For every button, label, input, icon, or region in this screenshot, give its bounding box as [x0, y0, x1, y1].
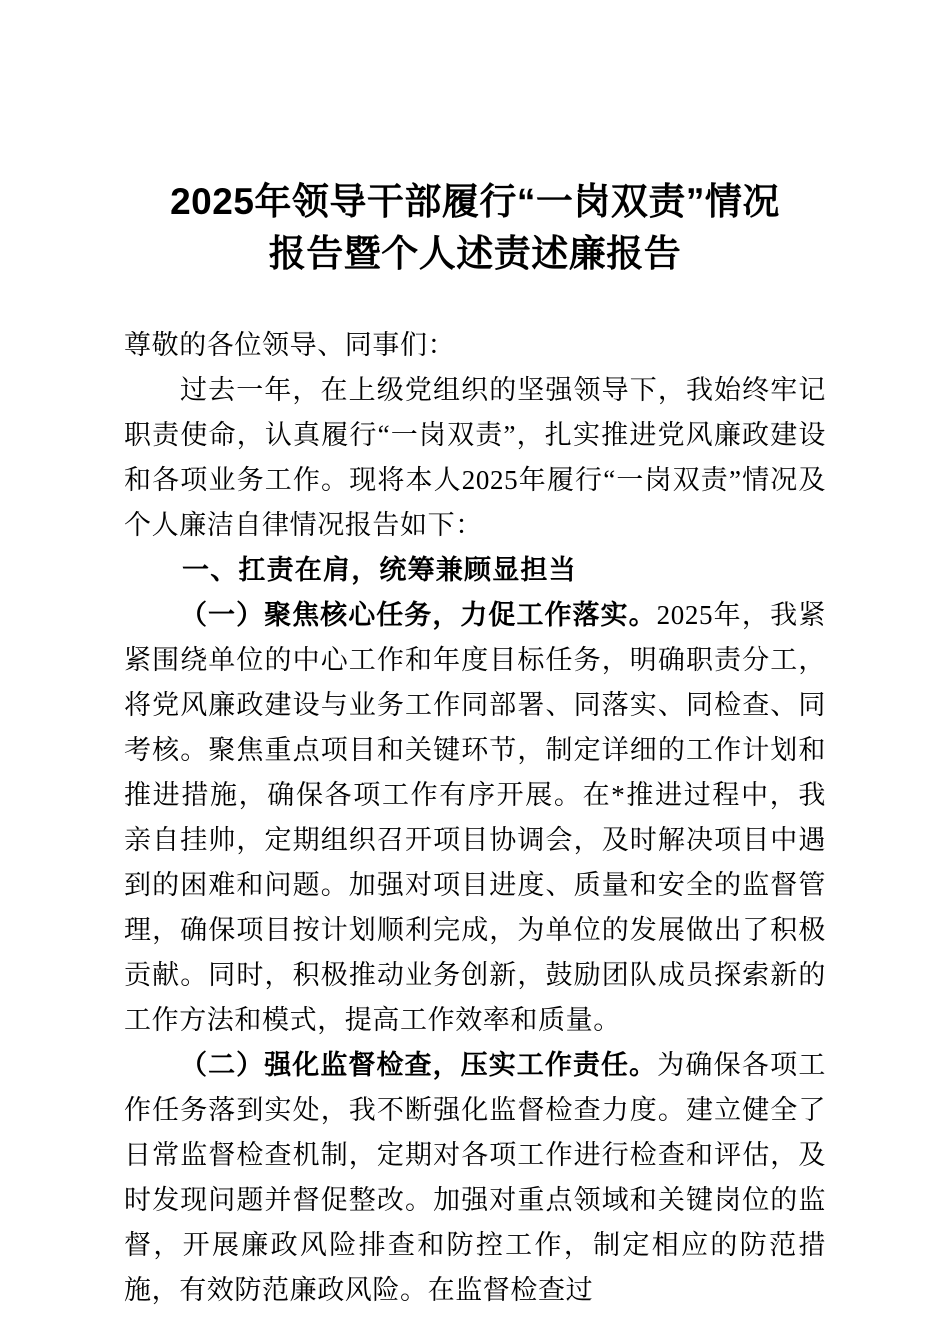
- subsection-2-paragraph: [124, 1043, 826, 1313]
- intro-paragraph: 过去一年，在上级党组织的坚强领导下，我始终牢记职责使命，认真履行“一岗双责”，扎实推进党风廉政建设和各项业务工作。现将本人2025年履行“一岗双责”情况及个人廉洁自律情况报告如下：: [124, 375, 826, 540]
- page-title: [124, 0, 826, 280]
- page-title-line-1: 2025年领导干部履行“一岗双责”情况: [170, 181, 780, 222]
- page-title-line-2: 报告暨个人述责述廉报告: [268, 233, 682, 274]
- subsection-1-lead: （一）聚焦核心任务，力促工作落实。: [180, 600, 657, 630]
- section-heading-1: 一、扛责在肩，统筹兼顾显担当: [182, 555, 577, 585]
- document-body: [124, 0, 826, 1313]
- salutation-line: 尊敬的各位领导、同事们：: [124, 330, 456, 360]
- subsection-1-paragraph: [124, 593, 826, 1043]
- subsection-1-text: 2025年，我紧紧围绕单位的中心工作和年度目标任务，明确职责分工，将党风廉政建设与业务工作同部署、同落实、同检查、同考核。聚焦重点项目和关键环节，制定详细的工作计划和推进措施，确保各项工作有序开展。在*推进过程中，我亲自挂帅，定期组织召开项目协调会，及时解决项目中遇到的困难和问题。加强对项目进度、质量和安全的监督管理，确保项目按计划顺利完成，为单位的发展做出了积极贡献。同时，积极推动业务创新，鼓励团队成员探索新的工作方法和模式，提高工作效率和质量。: [124, 600, 826, 1035]
- subsection-2-lead: （二）强化监督检查，压实工作责任。: [180, 1050, 658, 1080]
- subsection-2-text: 为确保各项工作任务落到实处，我不断强化监督检查力度。建立健全了日常监督检查机制，定期对各项工作进行检查和评估，及时发现问题并督促整改。加强对重点领域和关键岗位的监督，开展廉政风险排查和防控工作，制定相应的防范措施，有效防范廉政风险。在监督检查过: [124, 1050, 826, 1305]
